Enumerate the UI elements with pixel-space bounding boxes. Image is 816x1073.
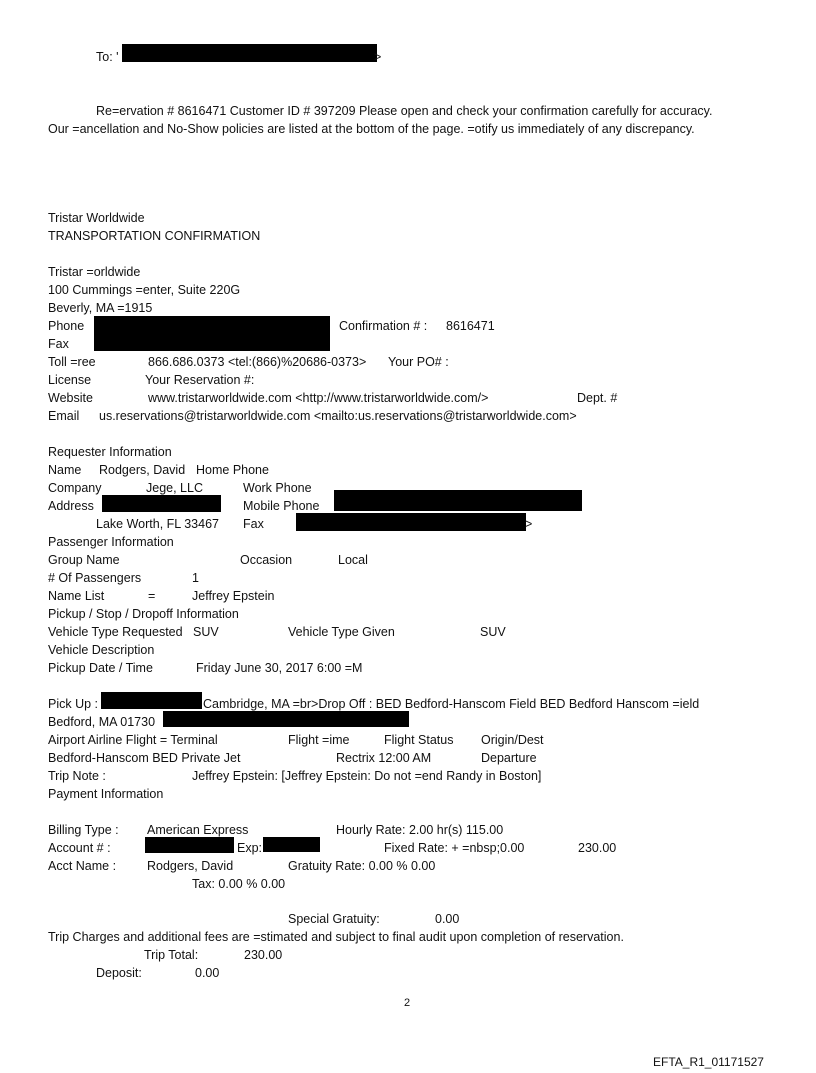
special-gratuity-label: Special Gratuity:	[288, 912, 380, 926]
email-label: Email	[48, 409, 80, 423]
redaction-bar	[263, 837, 320, 852]
gratuity-rate: Gratuity Rate: 0.00 % 0.00	[288, 859, 436, 873]
tax: Tax: 0.00 % 0.00	[192, 877, 286, 891]
occasion-label: Occasion	[240, 553, 293, 567]
redaction-bar	[296, 513, 526, 531]
address-label: Address	[48, 499, 94, 513]
requester-name-value: Rodgers, David	[99, 463, 186, 477]
your-reservation-label: Your Reservation #:	[145, 373, 255, 387]
trip-total-label: Trip Total:	[144, 948, 199, 962]
trip-note-value: Jeffrey Epstein: [Jeffrey Epstein: Do not =end Randy in Boston]	[192, 769, 542, 783]
vehicle-given-value: SUV	[480, 625, 506, 639]
mobile-phone-label: Mobile Phone	[243, 499, 320, 513]
pickup-dropoff-text: Cambridge, MA =br>Drop Off : BED Bedford-Hanscom Field BED Bedford Hanscom =ield	[203, 697, 700, 711]
name-list-eq: =	[148, 589, 156, 603]
occasion-value: Local	[338, 553, 368, 567]
vehicle-given-label: Vehicle Type Given	[288, 625, 395, 639]
pickup-section-title: Pickup / Stop / Dropoff Information	[48, 607, 239, 621]
fixed-total: 230.00	[578, 841, 617, 855]
city-state-zip: Lake Worth, FL 33467	[96, 517, 219, 531]
tollfree-label: Toll =ree	[48, 355, 96, 369]
vehicle-description-label: Vehicle Description	[48, 643, 155, 657]
fixed-rate: Fixed Rate: + =nbsp;0.00	[384, 841, 525, 855]
email-value: us.reservations@tristarworldwide.com <mailto:us.reservations@tristarworldwide.com>	[99, 409, 577, 423]
name-list-value: Jeffrey Epstein	[192, 589, 275, 603]
requester-fax-label: Fax	[243, 517, 264, 531]
redaction-bar	[334, 490, 582, 511]
to-tail: >	[374, 50, 382, 64]
confirmation-number: 8616471	[446, 319, 495, 333]
trip-note-label: Trip Note :	[48, 769, 106, 783]
requester-section-title: Requester Information	[48, 445, 172, 459]
dropoff-city: Bedford, MA 01730	[48, 715, 156, 729]
flight-time-header: Flight =ime	[288, 733, 350, 747]
flight-value: Rectrix 12:00 AM	[336, 751, 432, 765]
website-value: www.tristarworldwide.com <http://www.tristarworldwide.com/>	[148, 391, 489, 405]
vehicle-requested-label: Vehicle Type Requested	[48, 625, 183, 639]
work-phone-label: Work Phone	[243, 481, 312, 495]
page-number: 2	[404, 997, 411, 1009]
pickup-date-label: Pickup Date / Time	[48, 661, 153, 675]
flight-status-header: Flight Status	[384, 733, 454, 747]
company-name: Tristar Worldwide	[48, 211, 145, 225]
license-label: License	[48, 373, 92, 387]
name-list-label: Name List	[48, 589, 105, 603]
pickup-date-value: Friday June 30, 2017 6:00 =M	[196, 661, 363, 675]
redaction-bar	[94, 316, 330, 351]
special-gratuity-value: 0.00	[435, 912, 460, 926]
company-name-alt: Tristar =orldwide	[48, 265, 141, 279]
po-label: Your PO# :	[388, 355, 449, 369]
company-label: Company	[48, 481, 102, 495]
trip-total-value: 230.00	[244, 948, 283, 962]
dept-label: Dept. #	[577, 391, 618, 405]
redaction-bar	[163, 711, 409, 727]
company-value: Jege, LLC	[146, 481, 203, 495]
requester-name-label: Name	[48, 463, 82, 477]
pickup-label: Pick Up :	[48, 697, 99, 711]
group-name-label: Group Name	[48, 553, 120, 567]
redaction-bar	[145, 837, 234, 853]
acct-name-label: Acct Name :	[48, 859, 117, 873]
passenger-count-value: 1	[192, 571, 199, 585]
origin-dest-header: Origin/Dest	[481, 733, 544, 747]
redaction-bar	[101, 692, 202, 709]
airport-value: Bedford-Hanscom BED Private Jet	[48, 751, 241, 765]
airport-header: Airport Airline Flight = Terminal	[48, 733, 218, 747]
payment-section-title: Payment Information	[48, 787, 164, 801]
redaction-bar	[102, 495, 221, 512]
website-label: Website	[48, 391, 93, 405]
home-phone-label: Home Phone	[196, 463, 269, 477]
vehicle-requested-value: SUV	[193, 625, 219, 639]
account-label: Account # :	[48, 841, 111, 855]
to-label: To: '	[96, 50, 119, 64]
tollfree-value: 866.686.0373 <tel:(866)%20686-0373>	[148, 355, 367, 369]
document-title: TRANSPORTATION CONFIRMATION	[48, 229, 261, 243]
deposit-label: Deposit:	[96, 966, 142, 980]
direction-value: Departure	[481, 751, 537, 765]
charges-note: Trip Charges and additional fees are =stimated and subject to final audit upon completion of reservation.	[48, 930, 624, 944]
billing-type-label: Billing Type :	[48, 823, 119, 837]
requester-fax-tail: >	[525, 517, 533, 531]
confirmation-label: Confirmation # :	[339, 319, 428, 333]
billing-type-value: American Express	[147, 823, 249, 837]
acct-name-value: Rodgers, David	[147, 859, 234, 873]
phone-label: Phone	[48, 319, 85, 333]
intro-line-1: Re=ervation # 8616471 Customer ID # 397209 Please open and check your confirmation carefully for accuracy.	[96, 104, 713, 118]
passenger-count-label: # Of Passengers	[48, 571, 142, 585]
intro-line-2: Our =ancellation and No-Show policies are listed at the bottom of the page. =otify us immediately of any discrepancy.	[48, 122, 695, 136]
redaction-bar	[122, 44, 377, 62]
company-address-1: 100 Cummings =enter, Suite 220G	[48, 283, 241, 297]
footer-id: EFTA_R1_01171527	[653, 1055, 764, 1069]
company-address-2: Beverly, MA =1915	[48, 301, 153, 315]
fax-label: Fax	[48, 337, 69, 351]
hourly-rate: Hourly Rate: 2.00 hr(s) 115.00	[336, 823, 504, 837]
exp-label: Exp:	[237, 841, 263, 855]
passenger-section-title: Passenger Information	[48, 535, 174, 549]
deposit-value: 0.00	[195, 966, 220, 980]
